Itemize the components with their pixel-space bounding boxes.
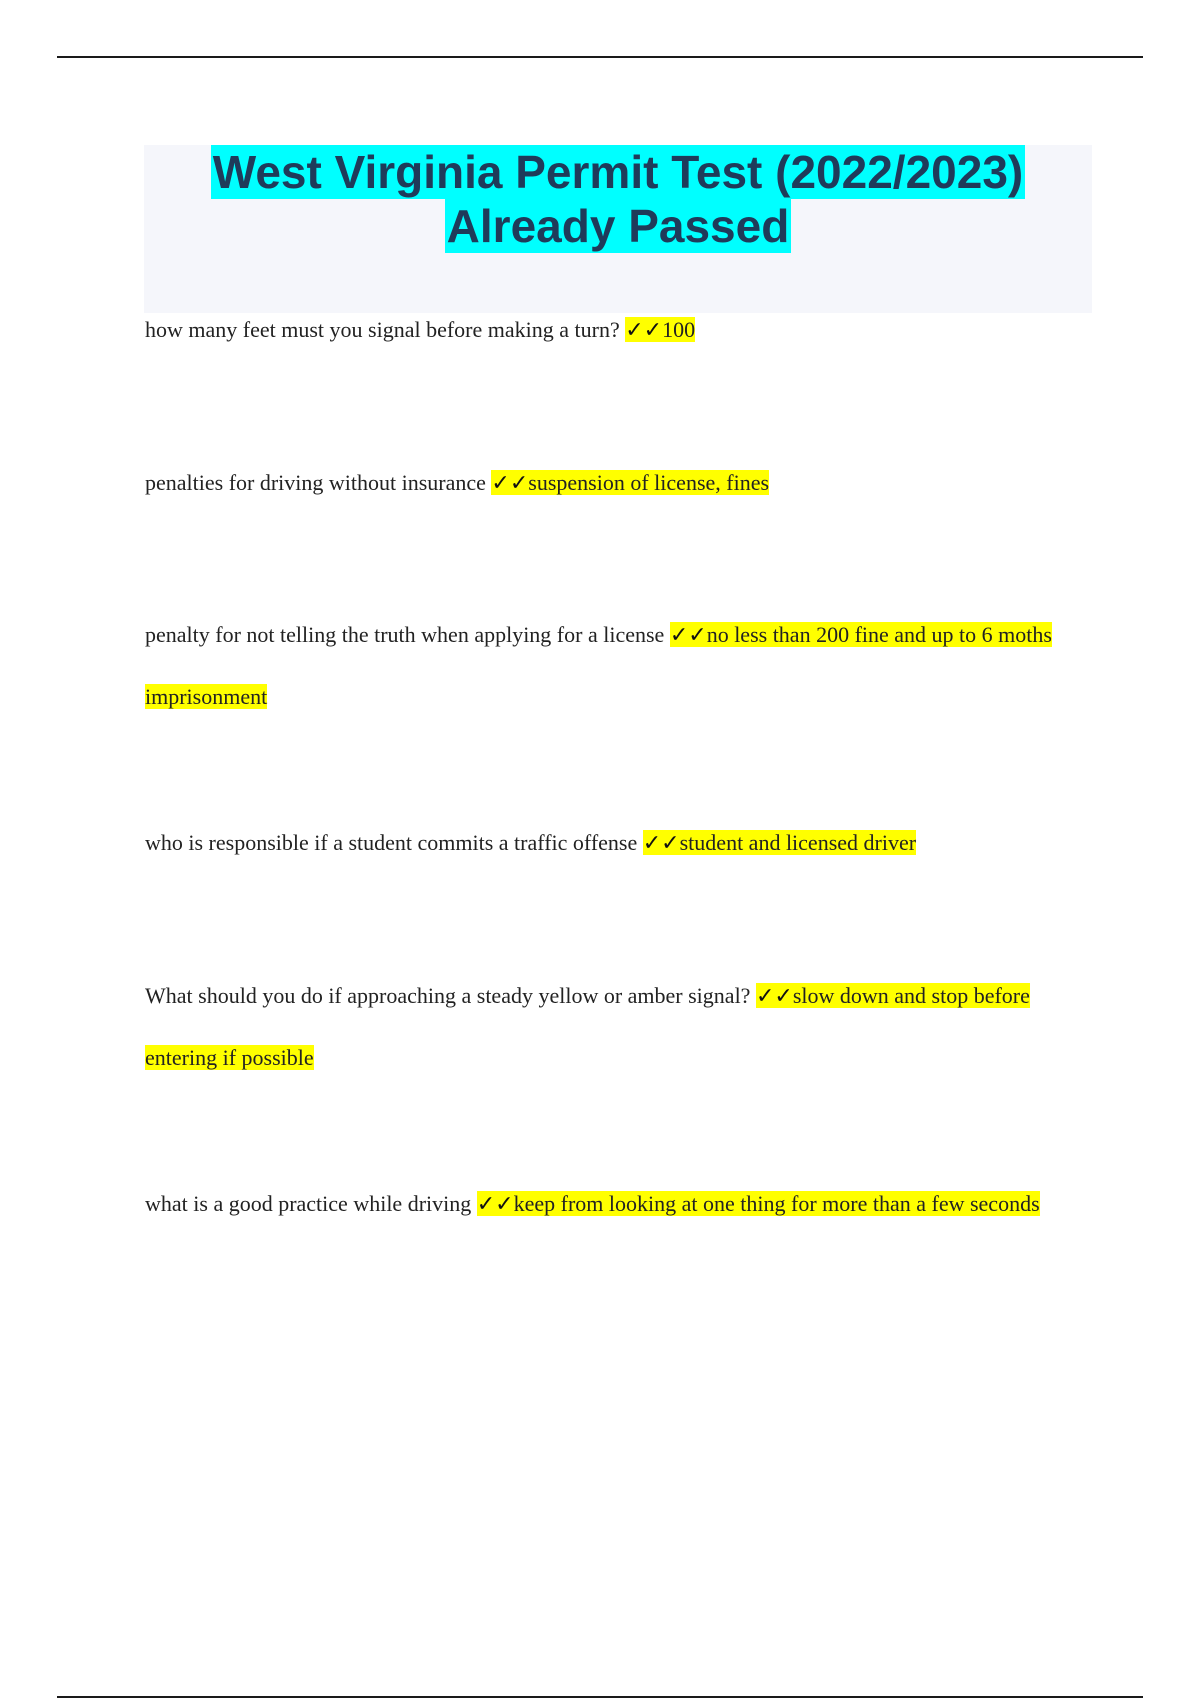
question-text: how many feet must you signal before making a turn? [145, 317, 626, 342]
checkmark-icon: ✓✓ [642, 831, 680, 856]
qa-item [145, 299, 1085, 361]
question-text: What should you do if approaching a steady yellow or amber signal? [145, 983, 756, 1008]
question-text: penalty for not telling the truth when applying for a license [145, 622, 670, 647]
top-rule [57, 56, 1143, 58]
answer-text: no less than 200 fine and up to 6 moths imprisonment [145, 622, 1052, 709]
answer-text: keep from looking at one thing for more than a few seconds [513, 1191, 1040, 1216]
answer-text: student and licensed driver [679, 830, 917, 855]
qa-item [145, 604, 1085, 727]
qa-item [145, 1173, 1085, 1235]
qa-item [145, 965, 1085, 1088]
answer-highlight [643, 830, 916, 855]
answer-highlight [477, 1191, 1040, 1216]
page-title-line-1: West Virginia Permit Test (2022/2023) [212, 146, 1024, 198]
question-text: what is a good practice while driving [145, 1191, 477, 1216]
title-banner [144, 145, 1092, 313]
bottom-rule [57, 1696, 1143, 1698]
checkmark-icon: ✓✓ [476, 1192, 514, 1217]
page-title-line-2: Already Passed [446, 200, 790, 252]
checkmark-icon: ✓✓ [755, 984, 793, 1009]
checkmark-icon: ✓✓ [625, 318, 663, 343]
qa-item [145, 452, 1085, 514]
answer-highlight [491, 470, 769, 495]
answer-text: 100 [662, 317, 696, 342]
question-text: who is responsible if a student commits a traffic offense [145, 830, 643, 855]
answer-highlight [625, 317, 695, 342]
checkmark-icon: ✓✓ [669, 623, 707, 648]
question-text: penalties for driving without insurance [145, 470, 492, 495]
answer-text: suspension of license, fines [528, 470, 770, 495]
checkmark-icon: ✓✓ [491, 471, 529, 496]
qa-item [145, 812, 1085, 874]
answer-text: slow down and stop before entering if possible [145, 983, 1030, 1070]
